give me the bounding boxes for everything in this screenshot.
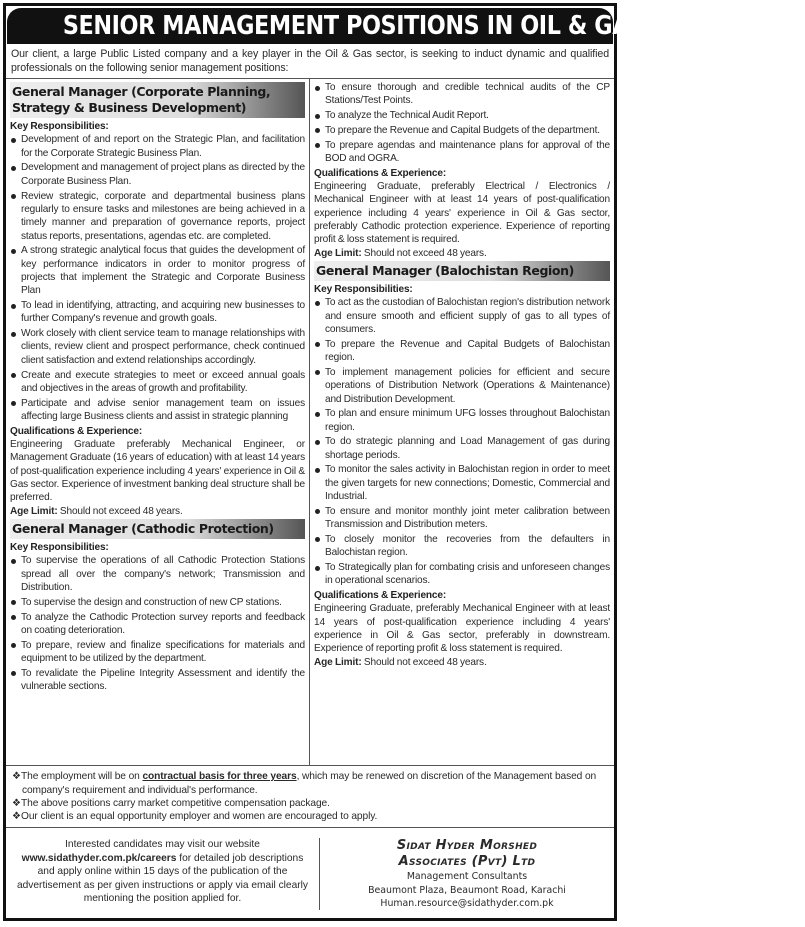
advertisement	[3, 3, 749, 921]
list-item: To prepare the Revenue and Capital Budgets of Balochistan region.	[314, 338, 610, 365]
apply-text: Interested candidates may visit our website	[65, 839, 260, 851]
age-limit-label: Age Limit:	[314, 247, 362, 259]
list-item: To prepare agendas and maintenance plans for approval of the BOD and OGRA.	[314, 139, 610, 166]
company-info	[320, 838, 614, 910]
intro-text: Our client, a large Public Listed company and a key player in the Oil & Gas sector, is seeking to induct dynamic and qualified professionals on the following senior management positions:	[11, 48, 609, 74]
position-title: General Manager (Balochistan Region)	[314, 261, 610, 281]
list-item: To implement management policies for efficient and secure operations of Distribution Network (Operations & Maintenance) and Distribution Development.	[314, 366, 610, 406]
list-item: To prepare the Revenue and Capital Budgets of the department.	[314, 124, 610, 137]
qualifications-text: Engineering Graduate preferably Mechanical Engineer, or Management Graduate (16 years of education) with at least 14 years of post-qualification experience including 4 years' experience in Oil & Gas sector. Experience of investment banking deal structure shall be preferred.	[10, 439, 305, 504]
list-item: A strong strategic analytical focus that guides the development of key performance indicators in order to monitor progress of projects that implement the Strategic and Corporate Business Plan	[10, 244, 305, 297]
position-title: General Manager (Corporate Planning, Strategy & Business Development)	[10, 82, 305, 118]
list-item: To analyze the Cathodic Protection survey reports and feedback on coating deterioration.	[10, 611, 305, 638]
age-limit	[10, 505, 305, 518]
age-limit-value: Should not exceed 48 years.	[363, 247, 487, 259]
age-limit	[314, 247, 610, 260]
apply-text: for detailed job descriptions and apply online within 15 days of the publication of the advertisement as per given instructions or apply via email clearly mentioning the position applied for.	[16, 852, 309, 905]
diamond-bullet-icon: ❖	[12, 771, 22, 783]
list-item: Create and execute strategies to meet or exceed annual goals and objectives in the areas of growth and profitability.	[10, 369, 305, 396]
company-name: Sidat Hyder Morshed	[396, 838, 538, 854]
list-item: To supervise the operations of all Cathodic Protection Stations spread all over the company's network; Transmission and Distribution.	[10, 554, 305, 594]
age-limit-value: Should not exceed 48 years.	[59, 505, 183, 517]
note-text: Our client is an equal opportunity employer and women are encouraged to apply.	[21, 811, 378, 823]
list-item: To lead in identifying, attracting, and acquiring new businesses to further Company's revenue and growth goals.	[10, 299, 305, 326]
note-text: The employment will be on	[21, 771, 143, 783]
list-item: To do strategic planning and Load Management of gas during shortage periods.	[314, 435, 610, 462]
responsibilities-list	[10, 554, 305, 693]
list-item: To Strategically plan for combating crisis and unforeseen changes in operational scenarios.	[314, 561, 610, 588]
note-text: , which may be renewed on discretion of the Management based on company's requirement and individual's performance.	[22, 771, 597, 796]
diamond-bullet-icon: ❖	[12, 811, 22, 823]
list-item: To analyze the Technical Audit Report.	[314, 109, 610, 122]
list-item: Development and management of project plans as directed by the Corporate Business Plan.	[10, 161, 305, 188]
position-title: General Manager (Cathodic Protection)	[10, 519, 305, 539]
list-item: To act as the custodian of Balochistan region's distribution network and ensure smooth and efficient supply of gas to all types of consumers.	[314, 296, 610, 336]
website-link[interactable]: www.sidathyder.com.pk/careers	[21, 852, 177, 864]
list-item: To ensure thorough and credible technical audits of the CP Stations/Test Points.	[314, 81, 610, 108]
list-item: To supervise the design and construction of new CP stations.	[10, 596, 305, 609]
company-tagline: Management Consultants	[406, 871, 528, 883]
note-emphasis: contractual basis for three years	[142, 771, 297, 783]
note-contract	[12, 770, 608, 797]
list-item: To revalidate the Pipeline Integrity Assessment and identify the vulnerable sections.	[10, 667, 305, 694]
positions-section	[6, 78, 614, 766]
page-title	[7, 8, 749, 44]
responsibilities-list	[314, 81, 610, 165]
apply-instructions	[6, 838, 320, 910]
responsibilities-label: Key Responsibilities:	[314, 284, 413, 296]
right-column	[310, 79, 614, 765]
qualifications-label: Qualifications & Experience:	[314, 590, 447, 602]
terms-notes	[6, 766, 614, 827]
qualifications-label: Qualifications & Experience:	[314, 167, 447, 179]
list-item: To plan and ensure minimum UFG losses throughout Balochistan region.	[314, 407, 610, 434]
company-address: Beaumont Plaza, Beaumont Road, Karachi	[368, 884, 566, 896]
age-limit-label: Age Limit:	[314, 656, 362, 668]
list-item: To ensure and monitor monthly joint meter calibration between Transmission and Distribution meters.	[314, 505, 610, 532]
email-link[interactable]: Human.resource@sidathyder.com.pk	[380, 897, 554, 909]
company-name: Associates (Pvt) Ltd	[398, 854, 536, 870]
qualifications-text: Engineering Graduate, preferably Electrical / Electronics / Mechanical Engineer with at least 14 years of post-qualification experience including 4 years' experience in Oil & Gas sector, preferably Cathodic protection experience. Experience of reporting profit & loss statement is required.	[314, 180, 610, 246]
note-compensation	[12, 797, 608, 810]
responsibilities-list	[10, 133, 305, 423]
list-item: Development of and report on the Strategic Plan, and facilitation for the Corporate Strategic Business Plan.	[10, 133, 305, 160]
qualifications-text: Engineering Graduate, preferably Mechanical Engineer with at least 14 years of post-qualification experience including 4 years' experience in Oil & Gas sector, preferably in downstream. Experience of reporting profit & loss statement is required.	[314, 603, 610, 655]
list-item: Participate and advise senior management team on issues affecting large Business clients and assist in strategic planning	[10, 397, 305, 424]
responsibilities-label: Key Responsibilities:	[10, 542, 109, 554]
age-limit-label: Age Limit:	[10, 505, 58, 517]
left-column	[6, 79, 310, 765]
list-item: To monitor the sales activity in Balochistan region in order to meet the given targets for new connections; Domestic, Commercial and Industrial.	[314, 463, 610, 503]
title-text: SENIOR MANAGEMENT POSITIONS IN OIL & GAS SECTOR	[62, 11, 749, 41]
list-item: Review strategic, corporate and departmental business plans regularly to ensure tasks and milestones are being achieved in a timely manner and preparation of governance reports, project status reports, presentations, agendas etc. are completed.	[10, 190, 305, 243]
list-item: To closely monitor the recoveries from the defaulters in Balochistan region.	[314, 533, 610, 560]
responsibilities-list	[314, 296, 610, 587]
list-item: Work closely with client service team to manage relationships with clients, review client and prospect performance, check continued client satisfaction and extend relationships accordingly.	[10, 327, 305, 367]
diamond-bullet-icon: ❖	[12, 797, 22, 809]
age-limit-value: Should not exceed 48 years.	[363, 656, 487, 668]
list-item: To prepare, review and finalize specifications for materials and equipment to be utilized by the department.	[10, 639, 305, 666]
note-equal-opportunity	[12, 810, 608, 823]
note-text: The above positions carry market competitive compensation package.	[21, 797, 330, 809]
qualifications-label: Qualifications & Experience:	[10, 425, 143, 437]
age-limit	[314, 656, 610, 669]
responsibilities-label: Key Responsibilities:	[10, 121, 109, 132]
footer	[6, 827, 614, 918]
